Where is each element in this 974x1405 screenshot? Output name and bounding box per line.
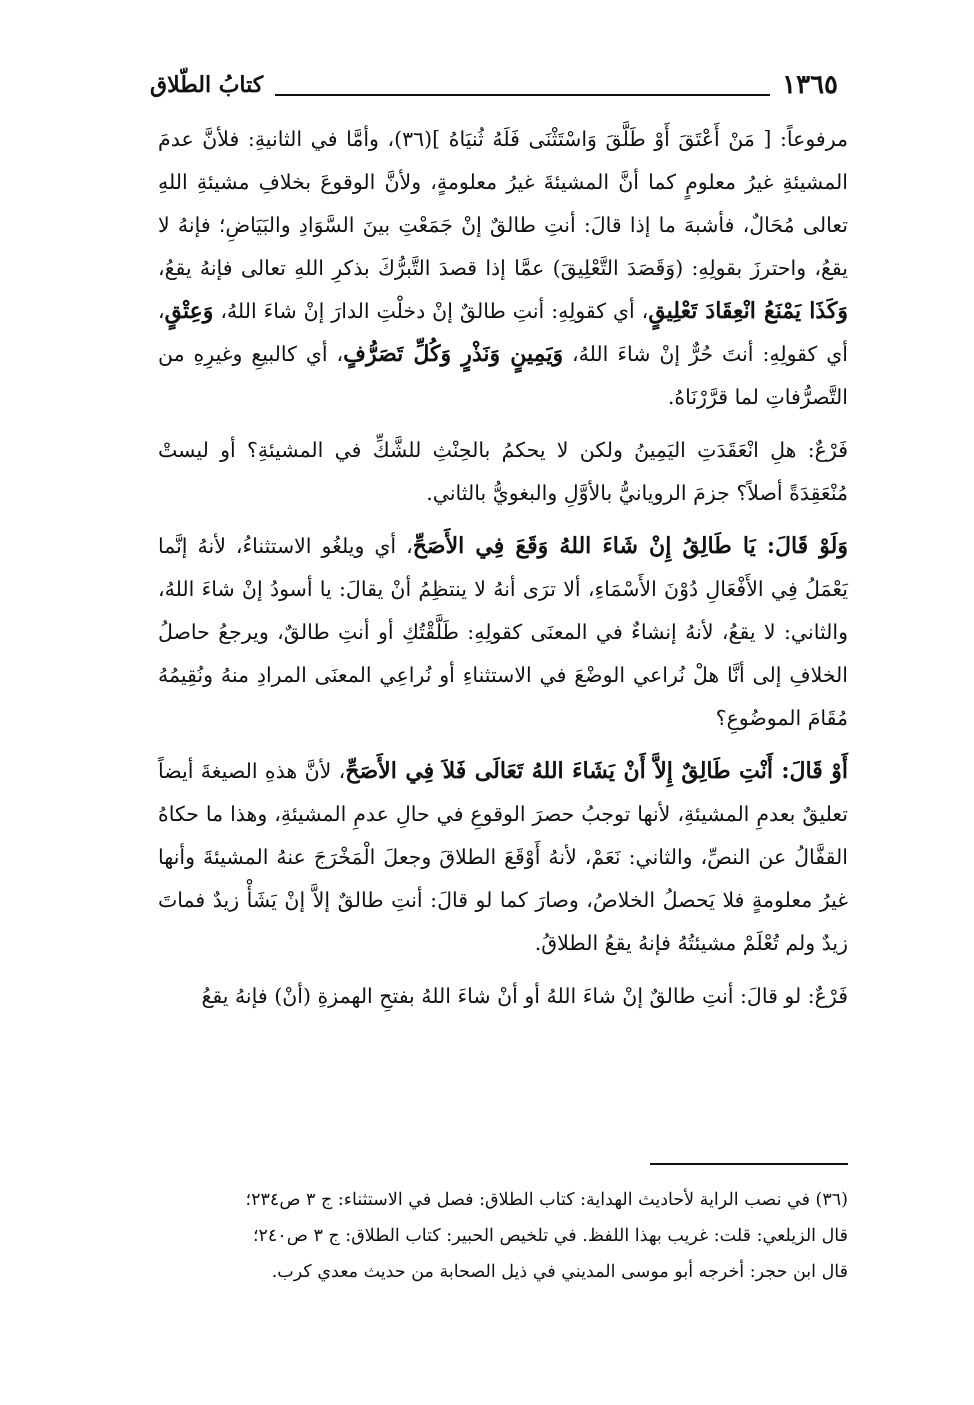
footnotes: [190, 1182, 848, 1290]
paragraph-text: ، أي كالبيعِ وغيرِهِ من التَّصرُّفاتِ لما قرَّرْنَاهُ.: [158, 342, 848, 409]
header-rule: [275, 94, 770, 96]
page-number: ١٣٦٥: [782, 70, 838, 100]
paragraph-text: ، أي كقولِهِ: أنتِ طالقٌ إنْ دخلْتِ الدارَ إنْ شاءَ اللهُ،: [213, 299, 649, 323]
paragraph-4: [158, 750, 848, 965]
matn-text: وَكَذَا يَمْنَعُ انْعِقَادَ تَعْلِيقٍ: [648, 298, 848, 324]
paragraph-3: [158, 525, 848, 740]
book-title: كتابُ الطّلاق: [150, 72, 264, 98]
matn-text: أَوْ قَالَ: أَنْتِ طَالِقٌ إِلاَّ أَنْ يَشَاءَ اللهُ تَعَالَى فَلاَ فِي الأَصَحِّ: [345, 758, 848, 784]
matn-text: وَيَمِينٍ وَنَذْرٍ وَكُلِّ تَصَرُّفٍ: [343, 341, 564, 367]
footnote-line: قال الزيلعي: قلت: غريب بهذا اللفظ. في تلخيص الحبير: كتاب الطلاق: ج ٣ ص٢٤٠؛: [252, 1226, 848, 1246]
body-text: [158, 118, 848, 1028]
footnote-line: (٣٦) في نصب الراية لأحاديث الهداية: كتاب الطلاق: فصل في الاستثناء: ج ٣ ص٢٣٤؛: [245, 1190, 848, 1210]
paragraph-2: [158, 429, 848, 515]
paragraph-text: ، لأنَّ هذهِ الصيغةَ أيضاً تعليقٌ بعدمِ المشيئةِ، لأنها توجبُ حصرَ الوقوعِ في حالِ عدمِ المشيئةِ، وهذا ما حكاهُ القفَّالُ عن النصِّ، والثاني: نَعَمْ، لأنهُ أَوْقَعَ الطلاقَ وجعلَ الْمَخْرَجَ عنهُ المشيئةَ وأنها غيرُ معلومةٍ فلا يَحصلُ الخلاصُ، وصارَ كما لو قالَ: أنتِ طالقٌ إلاَّ إنْ يَشَأْ زيدٌ فماتَ زيدٌ ولم تُعْلَمْ مشيئتُهُ فإنهُ يقعُ الطلاقُ.: [158, 759, 848, 955]
footnote-line: قال ابن حجر: أخرجه أبو موسى المديني في ذيل الصحابة من حديث معدي كرب.: [271, 1262, 848, 1282]
footnote-separator: [650, 1163, 848, 1165]
paragraph-text: مرفوعاً: [ مَنْ أَعْتَقَ أَوْ طَلَّقَ وَاسْتَثْنَى فَلَهُ ثُنيَاهُ ](٣٦)، وأمَّا في الثانيةِ: فلأنَّ عدمَ المشيئةِ غيرُ معلومٍ كما أنَّ المشيئةَ غيرُ معلومةٍ، ولأنَّ الوقوعَ بخلافِ مشيئةِ اللهِ تعالى مُحَالٌ، فأشبهَ ما إذا قالَ: أنتِ طالقٌ إنْ جَمَعْتِ بينَ السَّوَادِ والبَيَاضِ؛ فإنهُ لا يقعُ، واحترزَ بقولِهِ: (وَقَصَدَ التَّعْلِيقَ) عمَّا إذا قصدَ التَّبرُّكَ بذكرِ اللهِ تعالى فإنهُ يقعُ،: [158, 127, 849, 280]
matn-text: وَلَوْ قَالَ: يَا طَالِقُ إِنْ شَاءَ اللهُ وَقَعَ فِي الأَصَحِّ: [412, 533, 848, 559]
paragraph-text: فَرْعٌ: لو قالَ: أنتِ طالقٌ إنْ شاءَ اللهُ أو أنْ شاءَ اللهُ بفتحِ الهمزةِ (أنْ) فإنهُ يقعُ: [201, 984, 848, 1008]
running-header: [150, 58, 838, 102]
paragraph-text: ، أي كقولِهِ: أنتَ حُرٌّ إنْ شاءَ اللهُ،: [158, 299, 848, 366]
paragraph-5: [158, 975, 848, 1018]
matn-text: وَعِتْقٍ: [164, 298, 214, 324]
paragraph-text: ، أي ويلغُو الاستثناءُ، لأنهُ إنَّما يَعْمَلُ فِي الأَفْعَالِ دُوْنَ الأَسْمَاءِ، ألا ترَى أنهُ لا ينتظِمُ أنْ يقالَ: يا أسودُ إنْ شاءَ اللهُ، والثاني: لا يقعُ، لأنهُ إنشاءٌ في المعنَى كقولِهِ: طَلَّقْتُكِ أو أنتِ طالقٌ، ويرجعُ حاصلُ الخلافِ إلى أنَّا هلْ نُراعي الوضْعَ في الاستثناءِ أو نُراعِي المعنَى المرادِ منهُ ونُقِيمُهُ مُقَامَ الموضُوعِ؟: [158, 534, 848, 730]
paragraph-text: فَرْعٌ: هلِ انْعَقَدَتِ اليَمِينُ ولكن لا يحكمُ بالحِنْثِ للشَّكِّ في المشيئةِ؟ أو ليستْ مُنْعَقِدَةً أصلاً؟ جزمَ الرويانيُّ بالأوَّلِ والبغويُّ بالثاني.: [158, 438, 848, 505]
paragraph-1: [158, 118, 848, 419]
